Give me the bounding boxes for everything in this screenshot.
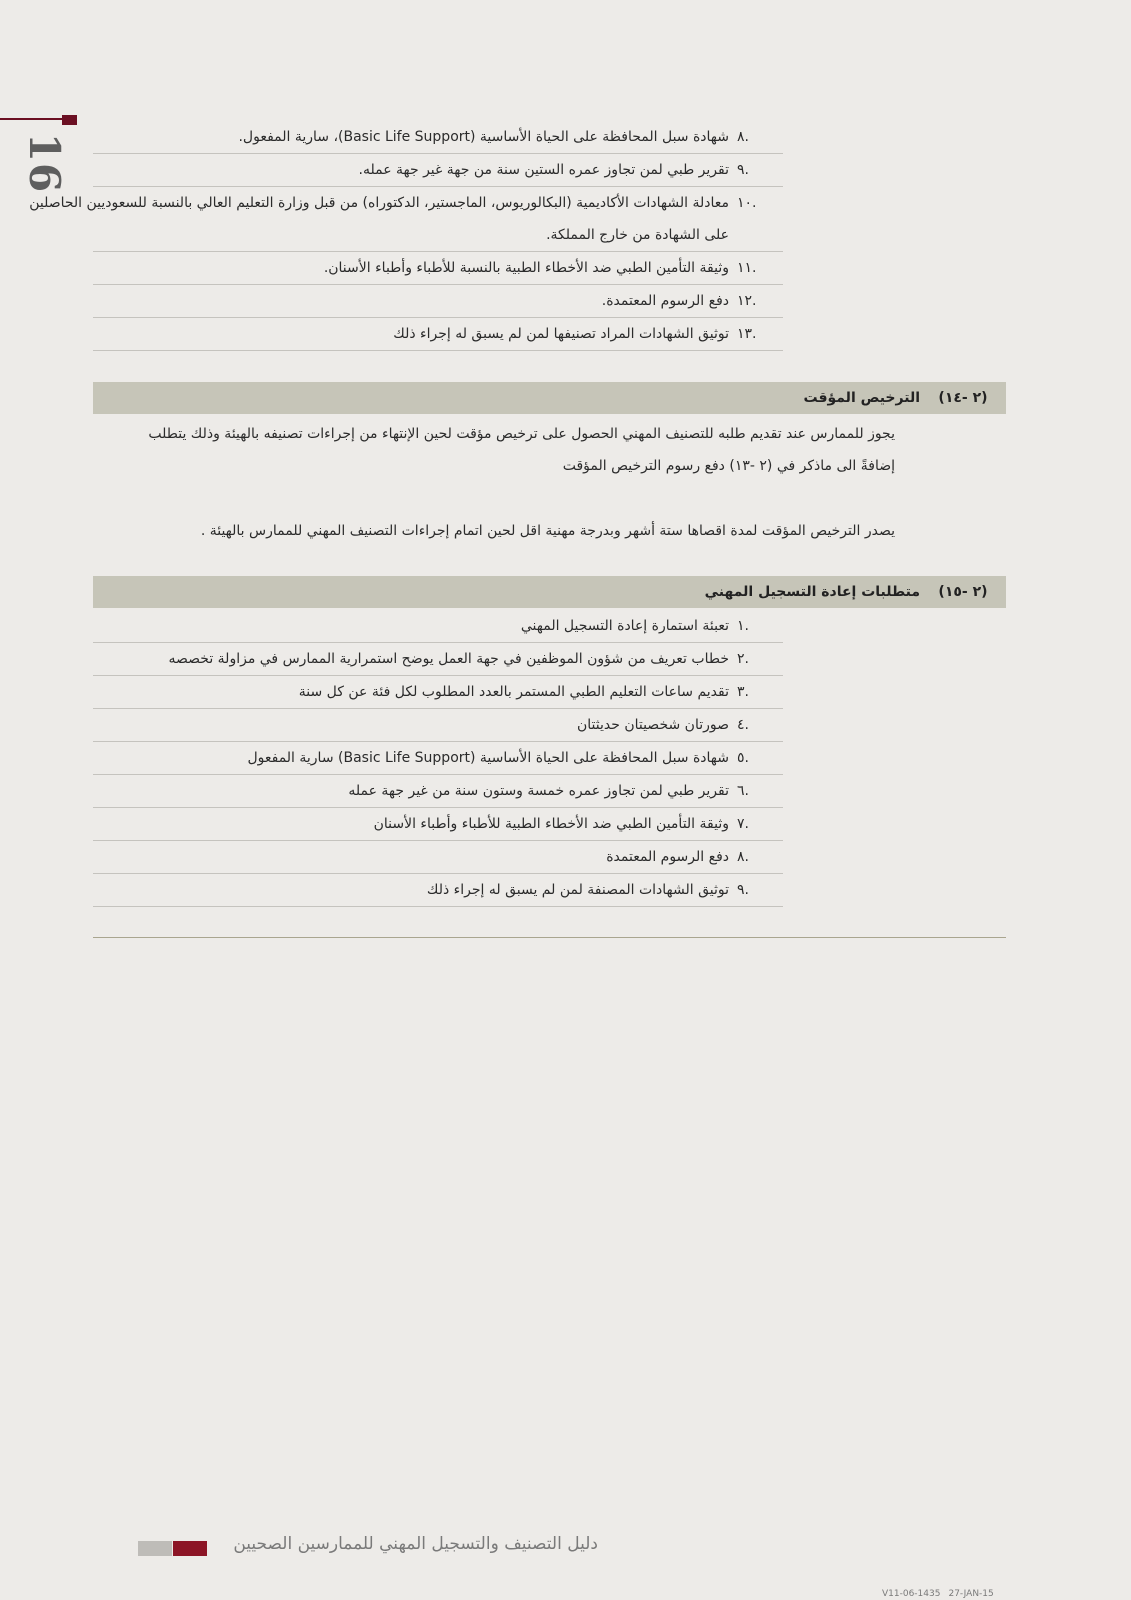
item-text: صورتان شخصيتان حديثتان [576, 717, 729, 733]
item-number: .٨ [737, 129, 749, 145]
version-date: 27-JAN-15 [948, 1589, 994, 1599]
item-text: دفع الرسوم المعتمدة. [601, 293, 729, 309]
item-text: شهادة سبل المحافظة على الحياة الأساسية (Basic Life Support) سارية المفعول [247, 750, 729, 766]
item-text: تقرير طبي لمن تجاوز عمره خمسة وستون سنة من غير جهة عمله [348, 783, 729, 799]
item-text: تقرير طبي لمن تجاوز عمره الستين سنة من جهة غير جهة عمله. [358, 162, 729, 178]
list-item [93, 643, 783, 676]
item-number: .١٠ [737, 195, 757, 211]
item-number: .٩ [737, 882, 749, 898]
page-mark-tab [62, 115, 77, 125]
page-mark-line [0, 118, 62, 120]
list-item [93, 775, 783, 808]
item-number: .٦ [737, 783, 749, 799]
section-title: متطلبات إعادة التسجيل المهني [704, 584, 920, 600]
footer-bar-gray [138, 1541, 172, 1556]
item-number: .١١ [737, 260, 757, 276]
item-number: .٢ [737, 651, 749, 667]
list-item [93, 121, 783, 154]
list-item [93, 285, 783, 318]
list-item [93, 676, 783, 709]
version-code: V11-06-1435 [882, 1589, 941, 1599]
list-item [93, 808, 783, 841]
re-registration-list [93, 610, 783, 907]
item-text: وثيقة التأمين الطبي ضد الأخطاء الطبية للأطباء وأطباء الأسنان [373, 816, 729, 832]
item-number: .١٣ [737, 326, 757, 342]
footer-title: دليل التصنيف والتسجيل المهني للممارسين الصحيين [233, 1534, 598, 1554]
footer-version [882, 1589, 1002, 1599]
item-text: دفع الرسوم المعتمدة [606, 849, 729, 865]
temporary-license-duration: يصدر الترخيص المؤقت لمدة اقصاها ستة أشهر وبدرجة مهنية اقل لحين اتمام إجراءات التصنيف المهني للممارس بالهيئة . [200, 523, 895, 539]
list-item [93, 610, 783, 643]
temporary-license-paragraph: يجوز للممارس عند تقديم طلبه للتصنيف المهني الحصول على ترخيص مؤقت لحين الإنتهاء من إجراءات تصنيفه بالهيئة وذلك يتطلب إضافةً الى ماذكر في (٢ -١٣) دفع رسوم الترخيص المؤقت [148, 426, 895, 474]
list-item [93, 841, 783, 874]
footer-bar-red [173, 1541, 207, 1556]
item-number: .١ [737, 618, 749, 634]
item-text: معادلة الشهادات الأكاديمية (البكالوريوس، الماجستير، الدكتوراه) من قبل وزارة التعليم العالي بالنسبة للسعوديين الحاصلين على الشهادة من خارج المملكة. [29, 195, 729, 243]
item-text: توثيق الشهادات المصنفة لمن لم يسبق له إجراء ذلك [426, 882, 729, 898]
item-number: .٧ [737, 816, 749, 832]
item-text: تقديم ساعات التعليم الطبي المستمر بالعدد المطلوب لكل فئة عن كل سنة [298, 684, 729, 700]
section-code: (٢ -١٥) [938, 584, 988, 600]
list-item [93, 742, 783, 775]
item-number: .٥ [737, 750, 749, 766]
section-title: الترخيص المؤقت [803, 390, 920, 406]
item-number: .٨ [737, 849, 749, 865]
item-number: .٤ [737, 717, 749, 733]
item-number: .٩ [737, 162, 749, 178]
list-item [93, 252, 783, 285]
item-text: شهادة سبل المحافظة على الحياة الأساسية (Basic Life Support)، سارية المفعول. [238, 129, 729, 145]
section-end-rule [93, 937, 1006, 938]
item-text: تعبئة استمارة إعادة التسجيل المهني [520, 618, 729, 634]
list-item [93, 318, 783, 351]
section-heading-re-registration [93, 576, 1006, 608]
section-heading-temporary-license [93, 382, 1006, 414]
item-number: .١٢ [737, 293, 757, 309]
list-item [93, 154, 783, 187]
section-code: (٢ -١٤) [938, 390, 988, 406]
item-text: وثيقة التأمين الطبي ضد الأخطاء الطبية بالنسبة للأطباء وأطباء الأسنان. [323, 260, 729, 276]
item-text: توثيق الشهادات المراد تصنيفها لمن لم يسبق له إجراء ذلك [393, 326, 729, 342]
item-number: .٣ [737, 684, 749, 700]
item-text: خطاب تعريف من شؤون الموظفين في جهة العمل يوضح استمرارية الممارس في مزاولة تخصصه [168, 651, 729, 667]
list-item [29, 187, 783, 252]
list-item [93, 874, 783, 907]
page-number: 16 [20, 132, 70, 194]
list-item [93, 709, 783, 742]
